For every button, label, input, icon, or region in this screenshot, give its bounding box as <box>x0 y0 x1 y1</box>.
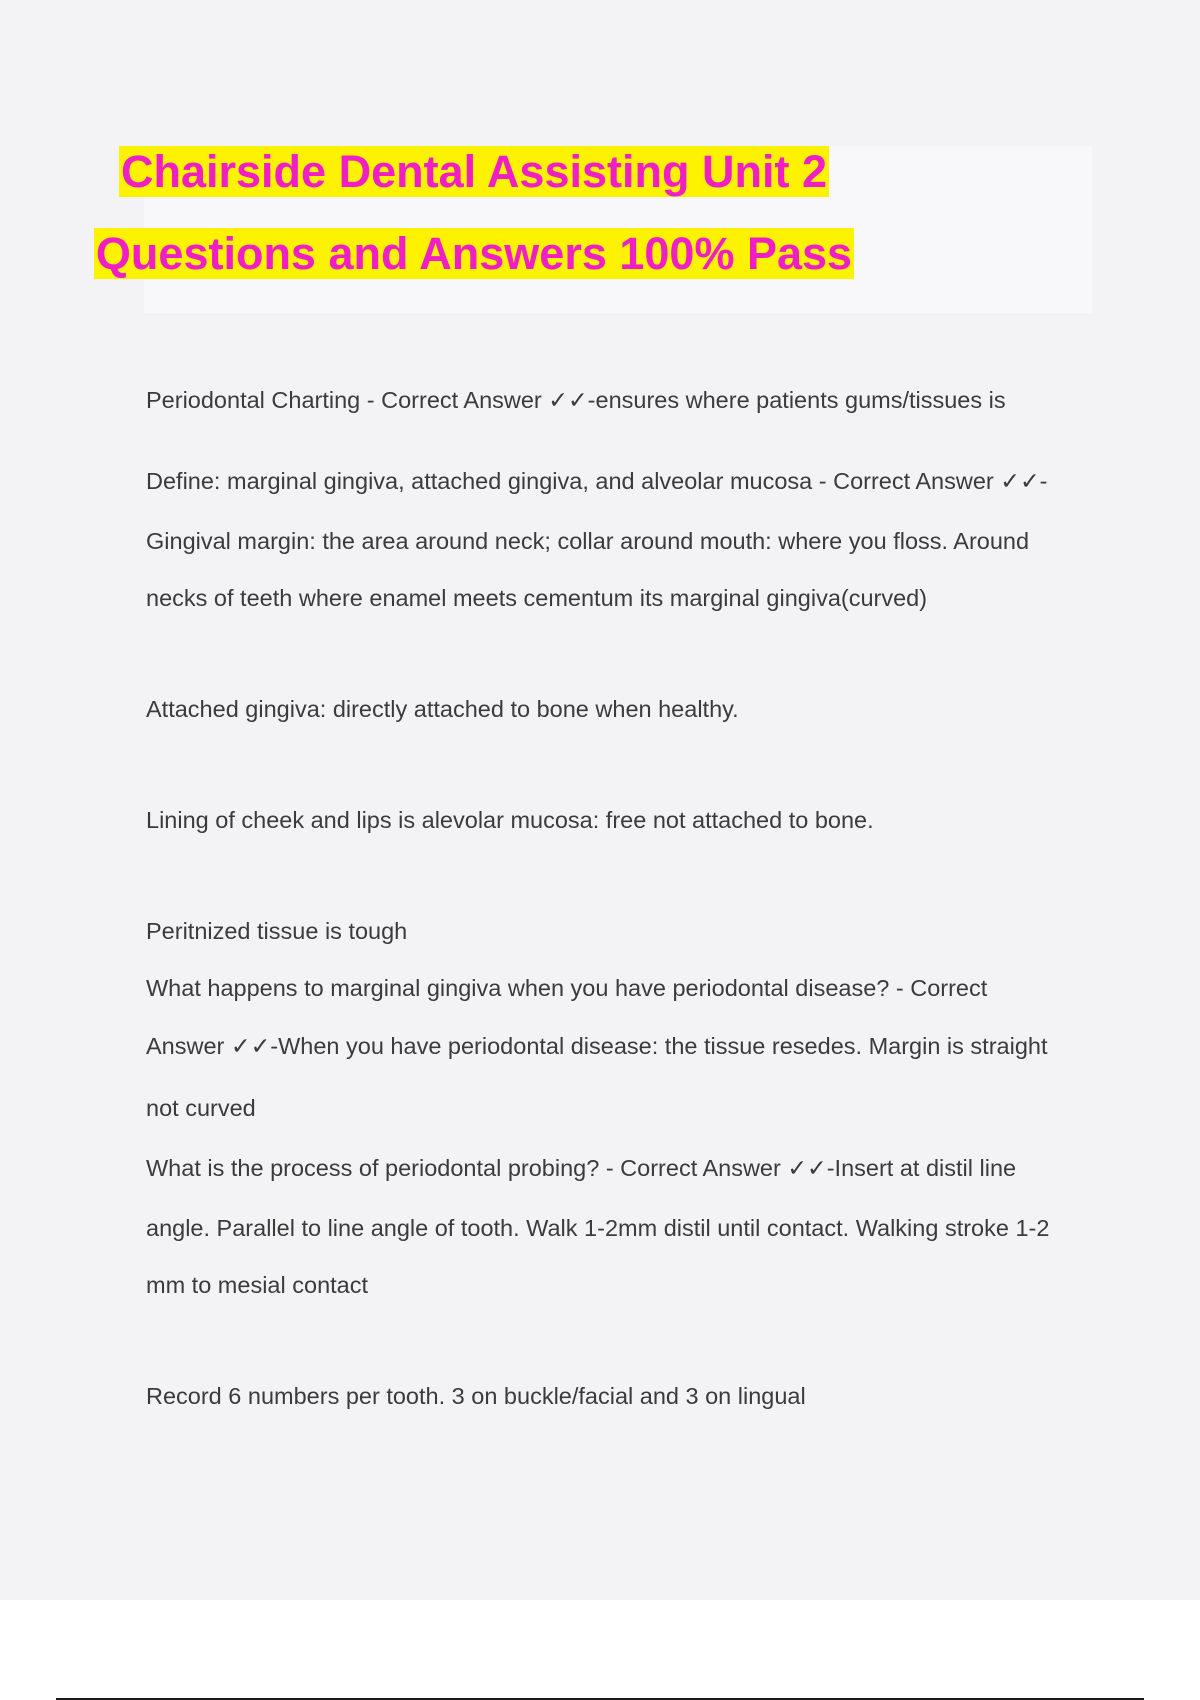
body-line: necks of teeth where enamel meets cementum its marginal gingiva(curved) <box>146 585 928 611</box>
body-line: not curved <box>146 1095 256 1121</box>
title-line-2 <box>0 228 948 280</box>
body-line: Define: marginal gingiva, attached gingiva, and alveolar mucosa - Correct Answer ✓✓- <box>146 468 1048 494</box>
body-line: Peritnized tissue is tough <box>146 918 408 944</box>
body-line: mm to mesial contact <box>146 1272 369 1298</box>
title-text-2: Questions and Answers 100% Pass <box>95 228 853 279</box>
body-line: Periodontal Charting - Correct Answer ✓✓-ensures where patients gums/tissues is <box>146 387 1006 413</box>
body-line: Answer ✓✓-When you have periodontal disease: the tissue resedes. Margin is straight <box>146 1033 1048 1059</box>
body-line: Attached gingiva: directly attached to bone when healthy. <box>146 696 739 722</box>
body-line: Record 6 numbers per tooth. 3 on buckle/facial and 3 on lingual <box>146 1383 806 1409</box>
body-line: Gingival margin: the area around neck; collar around mouth: where you floss. Around <box>146 528 1030 554</box>
body-line: angle. Parallel to line angle of tooth. Walk 1-2mm distil until contact. Walking stroke 1-2 <box>146 1215 1050 1241</box>
title-line-1 <box>0 146 948 198</box>
body-line: Lining of cheek and lips is alevolar mucosa: free not attached to bone. <box>146 807 874 833</box>
title-text-1: Chairside Dental Assisting Unit 2 <box>121 146 827 197</box>
body-line: What is the process of periodontal probing? - Correct Answer ✓✓-Insert at distil line <box>146 1155 1017 1181</box>
body-line: What happens to marginal gingiva when you have periodontal disease? - Correct <box>146 975 988 1001</box>
